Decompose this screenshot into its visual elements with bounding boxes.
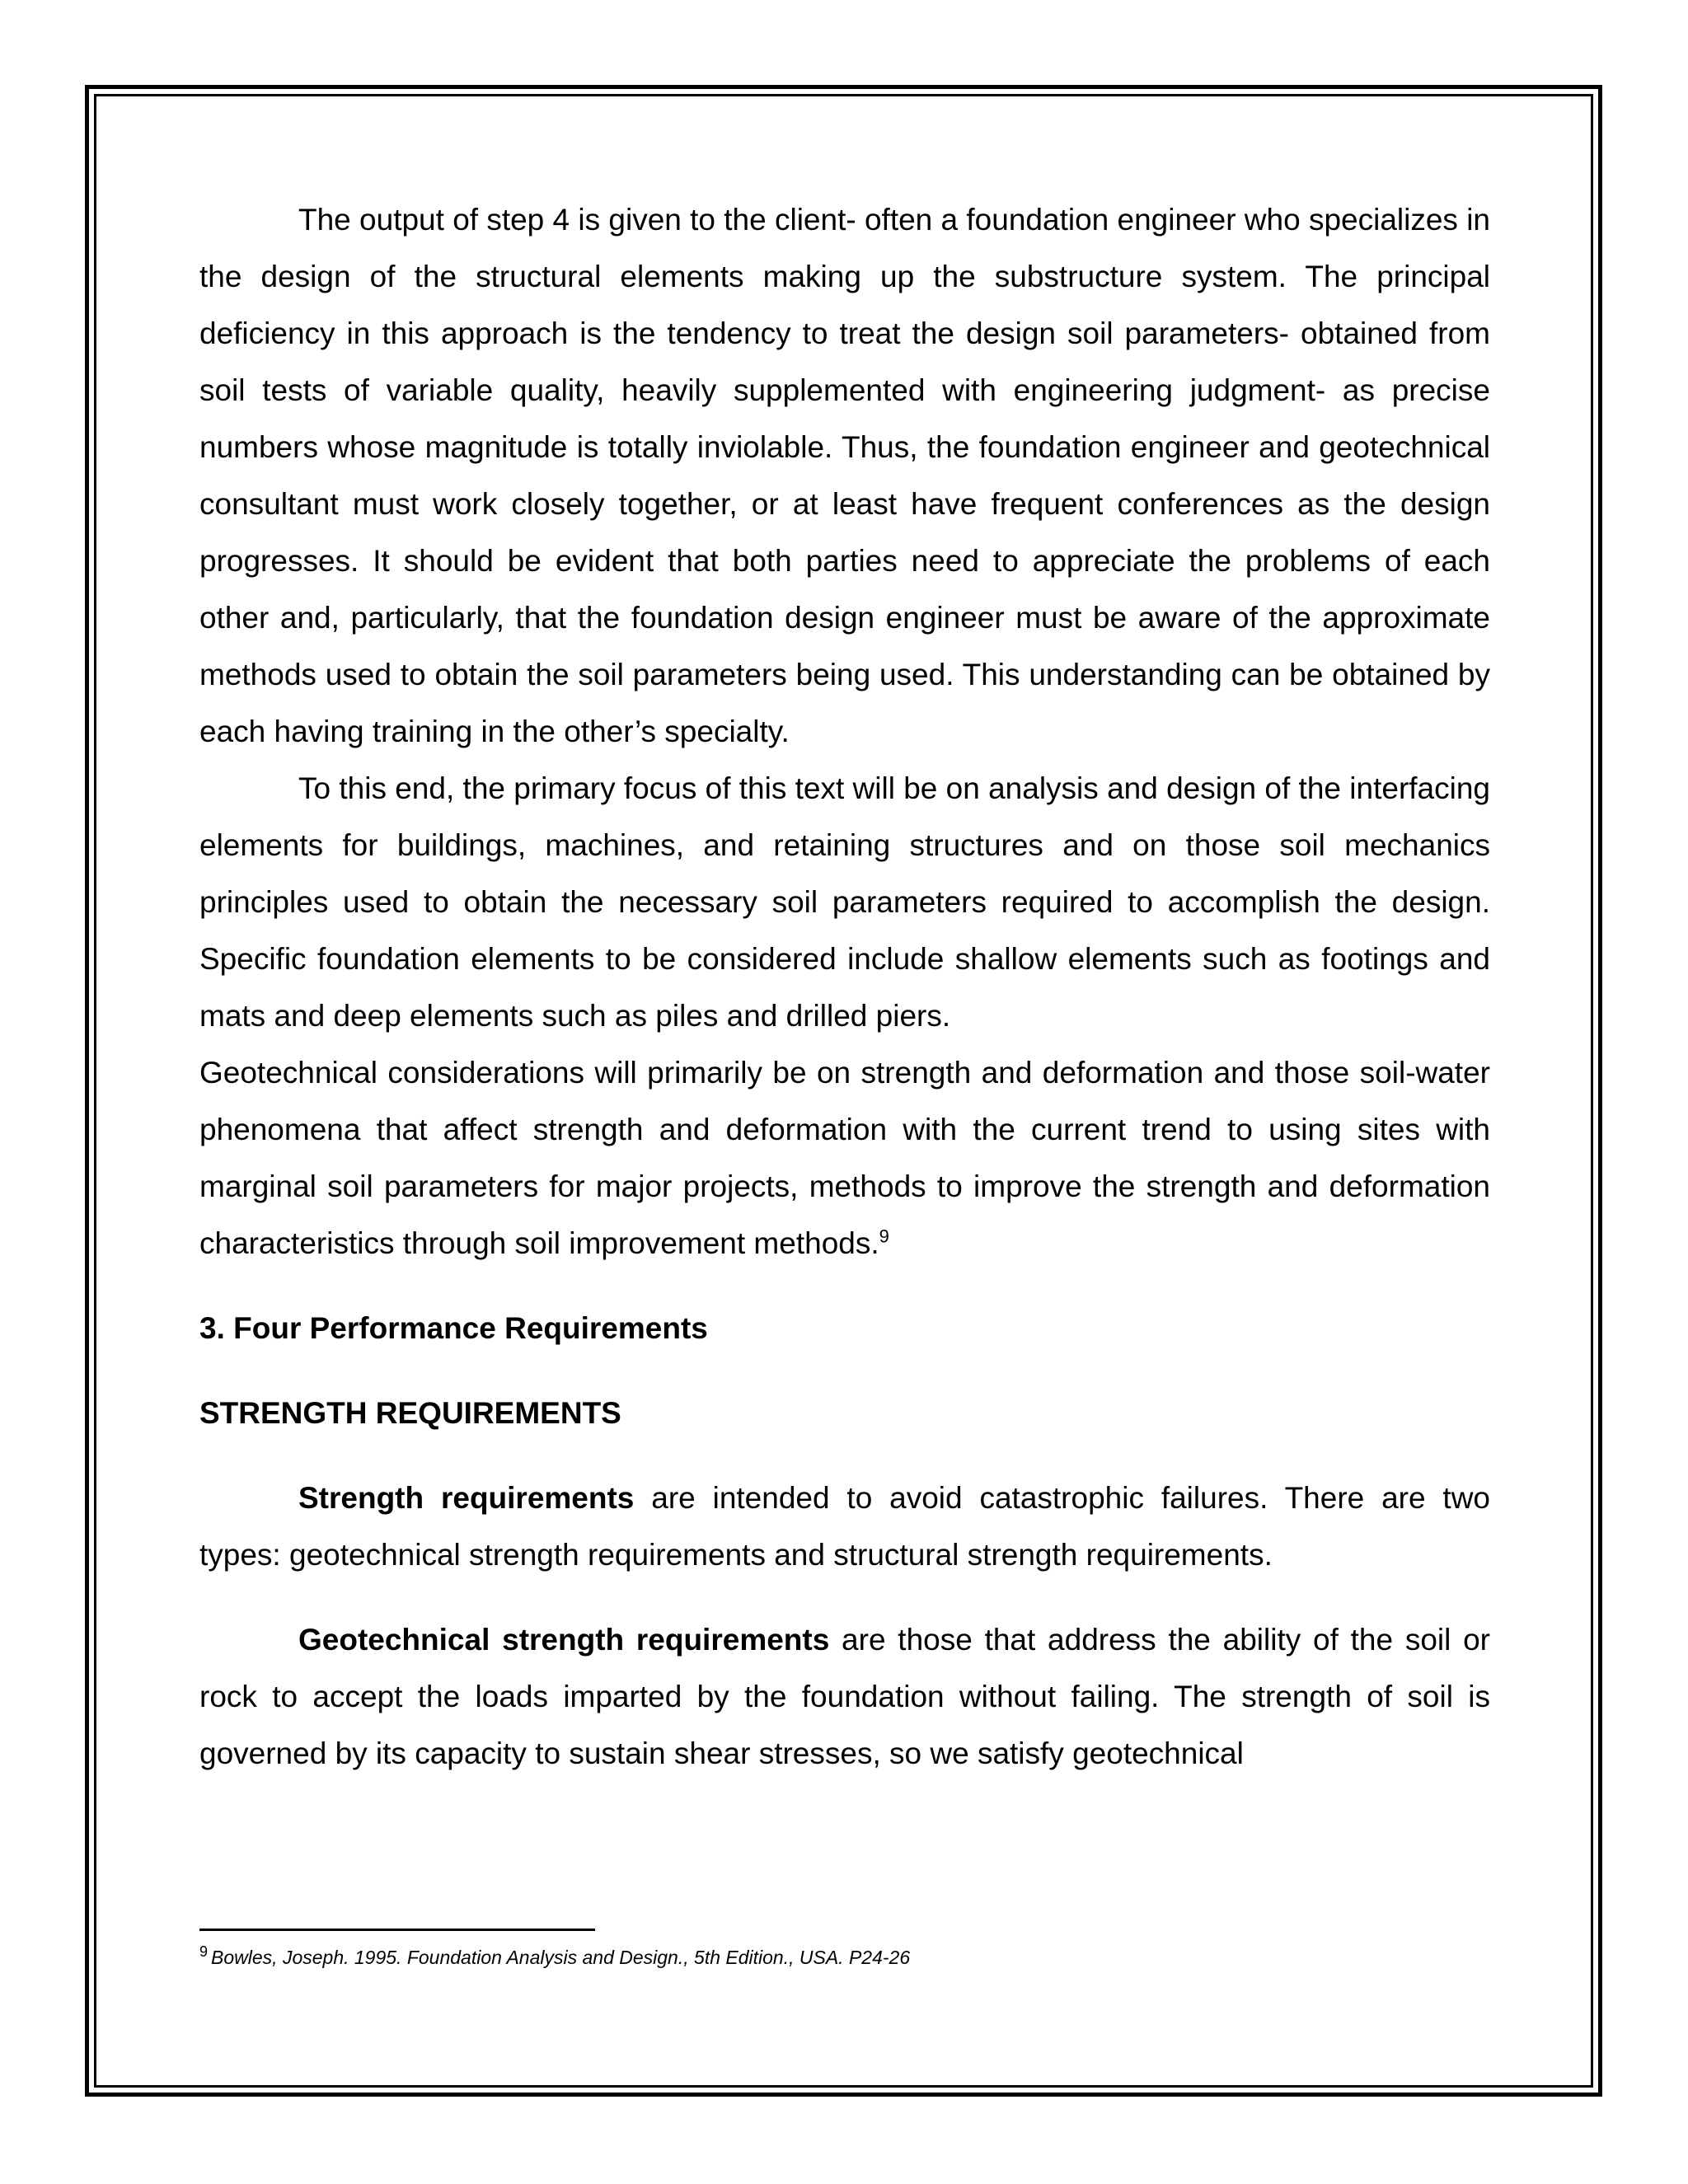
paragraph-geotechnical-considerations bbox=[199, 1044, 1490, 1272]
paragraph-geotechnical-strength-requirements bbox=[199, 1611, 1490, 1782]
footnote-reference: 9 bbox=[879, 1226, 889, 1247]
paragraph-strength-requirements-text: are intended to avoid catastrophic failures. There are two types: geotechnical strength requirements and structural strength requirements. bbox=[199, 1481, 1491, 1572]
subsection-heading: STRENGTH REQUIREMENTS bbox=[199, 1396, 621, 1430]
paragraph-geotechnical-considerations-text: Geotechnical considerations will primarily be on strength and deformation and those soil-water phenomena that affect strength and deformation with the current trend to using sites with marginal soil parameters for major projects, methods to improve the strength and deformation characteristics through soil improvement methods. bbox=[199, 1056, 1490, 1260]
footnote-separator bbox=[199, 1929, 595, 1931]
footnote-number: 9 bbox=[199, 1943, 209, 1961]
paragraph-geotechnical-strength-requirements-text: are those that address the ability of the soil or rock to accept the loads imparted by the foundation without failing. The strength of soil is governed by its capacity to sustain shear stresses, so we satisfy geotechnical bbox=[199, 1623, 1491, 1770]
page-body bbox=[199, 191, 1490, 1782]
paragraph-strength-requirements bbox=[199, 1469, 1490, 1583]
footnote-text: Bowles, Joseph. 1995. Foundation Analysis and Design., 5th Edition., USA. P24-26 bbox=[211, 1947, 911, 1968]
term-strength-requirements: Strength requirements bbox=[298, 1481, 635, 1515]
footnote bbox=[199, 1945, 910, 1970]
paragraph-primary-focus: To this end, the primary focus of this text will be on analysis and design of the interfacing elements for buildings, machines, and retaining structures and on those soil mechanics principles used to obtain the necessary soil parameters required to accomplish the design. Specific foundation elements to be considered include shallow elements such as footings and mats and deep elements such as piles and drilled piers. bbox=[199, 771, 1490, 1033]
section-heading: 3. Four Performance Requirements bbox=[199, 1311, 708, 1345]
term-geotechnical-strength-requirements: Geotechnical strength requirements bbox=[298, 1623, 830, 1657]
paragraph-output-of-step-4: The output of step 4 is given to the client- often a foundation engineer who specializes in the design of the structural elements making up the substructure system. The principal deficiency in this approach is the tendency to treat the design soil parameters- obtained from soil tests of variable quality, heavily supplemented with engineering judgment- as precise numbers whose magnitude is totally inviolable. Thus, the foundation engineer and geotechnical consultant must work closely together, or at least have frequent conferences as the design progresses. It should be evident that both parties need to appreciate the problems of each other and, particularly, that the foundation design engineer must be aware of the approximate methods used to obtain the soil parameters being used. This understanding can be obtained by each having training in the other’s specialty. bbox=[199, 203, 1490, 748]
